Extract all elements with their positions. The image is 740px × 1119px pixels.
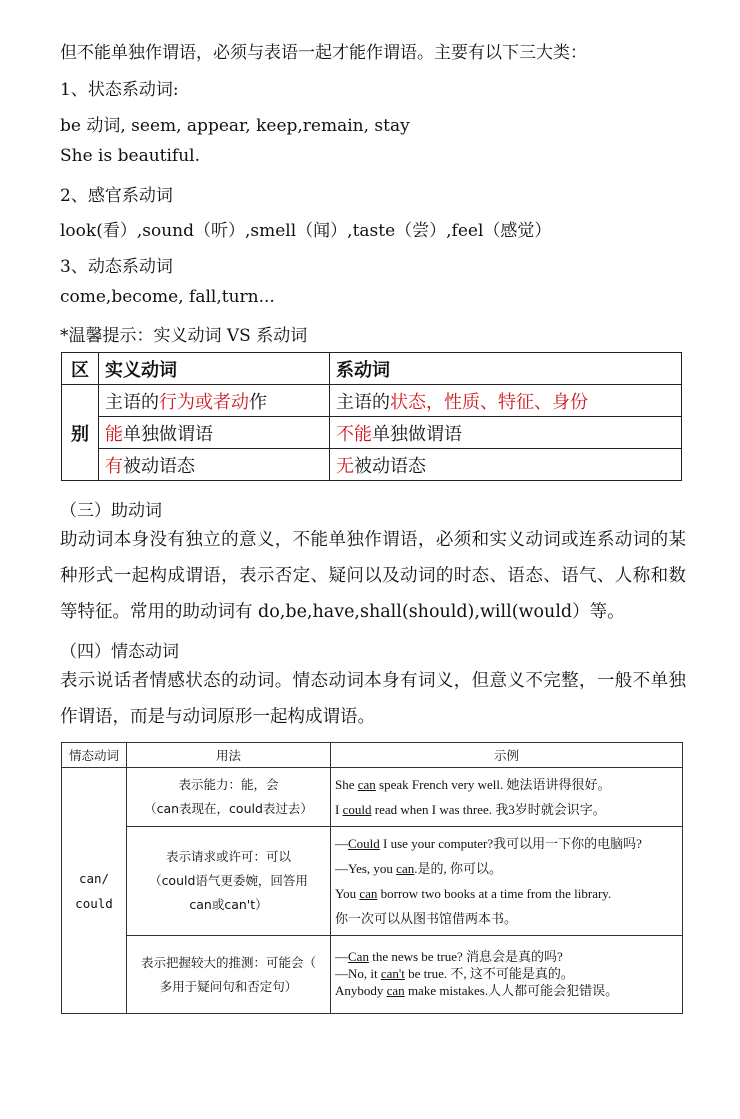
row1-linking: 主语的状态，性质、特征、身份 [330, 385, 682, 417]
row2-lexical: 能单独做谓语 [99, 417, 330, 449]
usage-request-permission: 表示请求或许可：可以 （could语气更委婉，回答用 can或can't） [127, 827, 331, 936]
section-4-title: （四）情态动词 [60, 642, 179, 662]
usage-speculation: 表示把握较大的推测：可能会（ 多用于疑问句和否定句） [127, 936, 331, 1014]
header-modal-verb: 情态动词 [62, 743, 127, 768]
category-1-words: be 动词, seem, appear, keep,remain, stay [60, 116, 410, 136]
header-lexical-verb: 实义动词 [99, 353, 330, 385]
examples-request-permission: —Could I use your computer?我可以用一下你的电脑吗? —Yes, you can.是的, 你可以。 You can borrow two books at a time from the library. 你一次可以从图书馆借两本书。 [331, 827, 683, 936]
comparison-table [61, 352, 682, 481]
category-2-words: look(看）,sound（听）,smell（闻）,taste（尝）,feel（感觉） [60, 221, 552, 241]
row2-linking: 不能单独做谓语 [330, 417, 682, 449]
bie-cell: 别 [62, 385, 99, 481]
section-3-title: （三）助动词 [60, 501, 162, 521]
header-linking-verb: 系动词 [330, 353, 682, 385]
section-4-body: 表示说话者情感状态的动词。情态动词本身有词义，但意义不完整，一般不单独作谓语，而是与动词原形一起构成谓语。 [60, 671, 686, 727]
examples-ability: She can speak French very well. 她法语讲得很好。 I could read when I was three. 我3岁时就会识字。 [331, 768, 683, 827]
modal-verb-cell: can/ could [62, 768, 127, 1014]
examples-speculation: —Can the news be true? 消息会是真的吗? —No, it can't be true. 不, 这不可能是真的。 Anybody can make mistakes.人人都可能会犯错误。 [331, 936, 683, 1014]
category-3-title: 3、动态系动词 [60, 257, 173, 277]
modal-verb-table [61, 742, 683, 1014]
row3-linking: 无被动语态 [330, 449, 682, 481]
row3-lexical: 有被动语态 [99, 449, 330, 481]
usage-ability: 表示能力：能，会 （can表现在，could表过去） [127, 768, 331, 827]
row1-lexical: 主语的行为或者动作 [99, 385, 330, 417]
category-1-example: She is beautiful. [60, 146, 201, 166]
category-2-title: 2、感官系动词 [60, 186, 173, 206]
header-examples: 示例 [331, 743, 683, 768]
qu-cell: 区 [62, 353, 99, 385]
category-3-words: come,become, fall,turn... [60, 287, 275, 307]
header-usage: 用法 [127, 743, 331, 768]
category-1-title: 1、状态系动词: [60, 80, 179, 100]
tip-text: *温馨提示：实义动词 VS 系动词 [60, 326, 308, 346]
intro-text: 但不能单独作谓语，必须与表语一起才能作谓语。主要有以下三大类： [60, 43, 587, 63]
section-3-body: 助动词本身没有独立的意义，不能单独作谓语，必须和实义动词或连系动词的某种形式一起构成谓语，表示否定、疑问以及动词的时态、语态、语气、人称和数等特征。常用的助动词有 do,be,have,shall(should),will(would）等。 [60, 530, 686, 622]
